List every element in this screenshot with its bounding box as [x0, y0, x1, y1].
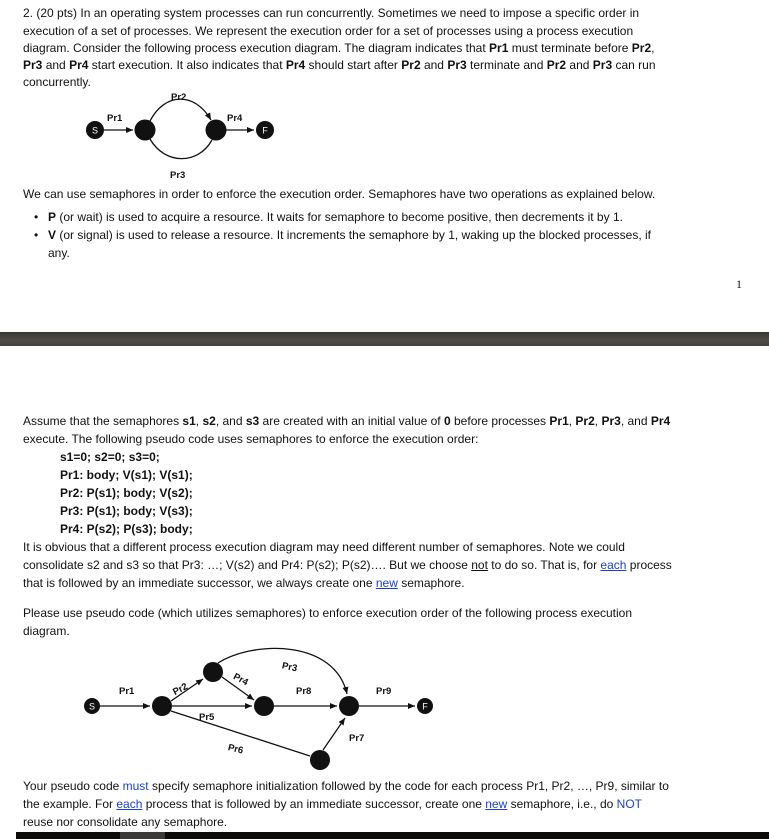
- text-segment: ,: [568, 414, 576, 428]
- text-segment: and: [42, 58, 70, 72]
- text-segment: that is followed by an immediate successor, we always create one: [23, 576, 376, 590]
- bullet-icon: •: [34, 228, 39, 242]
- start-node-label: S: [88, 701, 96, 712]
- text-segment: must terminate before: [508, 41, 632, 55]
- bold-text: Pr4: P(s2); P(s3); body;: [60, 522, 193, 536]
- text-segment: reuse nor consolidate any semaphore.: [23, 815, 228, 829]
- bold-text: Pr3: [592, 58, 613, 72]
- node: [152, 696, 172, 716]
- text-segment: ,: [651, 41, 655, 55]
- text-segment: before processes: [450, 414, 550, 428]
- bold-text: P: [48, 210, 57, 224]
- text-segment: , and: [215, 414, 246, 428]
- text-segment: the example. For: [23, 797, 117, 811]
- finish-node-label: F: [422, 701, 428, 712]
- bold-text: Pr3: P(s1); body; V(s3);: [60, 504, 193, 518]
- node: [135, 120, 156, 141]
- bold-text: Pr2: [401, 58, 421, 72]
- node: [203, 662, 223, 682]
- text-segment: Assume that the semaphores: [23, 414, 183, 428]
- bold-text: s2: [202, 414, 216, 428]
- text-segment: to do so. That is, for: [487, 558, 601, 572]
- bold-text: Pr2: [546, 58, 567, 72]
- bold-text: Pr2: P(s1); body; V(s2);: [60, 486, 193, 500]
- bold-text: Pr2: [575, 414, 595, 428]
- text-segment: semaphore, i.e., do: [507, 797, 617, 811]
- edge-pr3: [150, 139, 212, 159]
- text-segment: (or wait) is used to acquire a resource. It waits for semaphore to become positive, then decrements it by 1.: [56, 210, 623, 224]
- edge-pr7: [323, 718, 345, 750]
- finish-node-label: F: [262, 125, 268, 136]
- label-pr1: Pr1: [107, 113, 123, 124]
- node: [206, 120, 227, 141]
- text-segment: any.: [48, 246, 70, 260]
- bold-text: s1: [182, 414, 196, 428]
- text-segment: terminate and: [466, 58, 547, 72]
- bold-text: Pr1: body; V(s1); V(s1);: [60, 468, 193, 482]
- text-segment: execution of a set of processes. We represent the execution order for a set of processes using a process execution: [23, 24, 634, 38]
- bold-text: s3: [245, 414, 260, 428]
- label-pr4: Pr4: [227, 113, 243, 124]
- bold-text: s1=0; s2=0; s3=0;: [60, 450, 160, 464]
- text-segment: diagram.: [23, 624, 70, 638]
- text-segment: consolidate s2 and s3 so that Pr3: …; V(s2) and Pr4: P(s2); P(s2)…. But we choose: [23, 558, 472, 572]
- text-segment: NOT: [616, 797, 643, 811]
- bold-text: Pr1: [549, 414, 569, 428]
- bold-text: Pr4: [69, 58, 89, 72]
- bold-text: Pr4: [285, 58, 306, 72]
- label-pr7: Pr7: [349, 733, 365, 744]
- text-segment: process that is followed by an immediate successor, create one: [142, 797, 486, 811]
- text-segment: It is obvious that a different process execution diagram may need different number of semaphores. Note we could: [23, 540, 625, 554]
- text-segment: should start after: [305, 58, 402, 72]
- text-segment: can run: [612, 58, 656, 72]
- label-pr3: Pr3: [170, 170, 186, 181]
- text-segment: execute. The following pseudo code uses semaphores to enforce the execution order:: [23, 432, 479, 446]
- text-segment: We can use semaphores in order to enforce the execution order. Semaphores have two operations as explained below.: [23, 187, 656, 201]
- label-pr3: Pr3: [280, 660, 299, 675]
- text-segment: not: [471, 558, 488, 572]
- label-pr9: Pr9: [376, 686, 392, 697]
- text-segment: and: [420, 58, 448, 72]
- diagram-2: [84, 648, 433, 770]
- label-pr8: Pr8: [296, 686, 312, 697]
- text-segment: Your pseudo code: [23, 779, 123, 793]
- text-segment: ,: [594, 414, 602, 428]
- emphasis-link: new: [485, 797, 508, 811]
- text-segment: concurrently.: [23, 75, 91, 89]
- bold-text: Pr3: [601, 414, 621, 428]
- node: [310, 750, 330, 770]
- label-pr1: Pr1: [119, 686, 135, 697]
- text-segment: Please use pseudo code (which utilizes semaphores) to enforce execution order of the following process execution: [23, 606, 633, 620]
- bold-text: Pr3: [23, 58, 43, 72]
- emphasis-link: each: [600, 558, 627, 572]
- diagram-1: [86, 92, 274, 181]
- emphasis-link: new: [375, 576, 398, 590]
- text-segment: 2. (20 pts) In an operating system processes can run concurrently. Sometimes we need to impose a specific order in: [23, 6, 640, 20]
- emphasis-link: each: [116, 797, 143, 811]
- label-pr2: Pr2: [171, 681, 190, 698]
- label-pr2: Pr2: [171, 92, 187, 103]
- text-segment: must: [122, 779, 149, 793]
- bold-text: Pr1: [489, 41, 509, 55]
- label-pr5: Pr5: [199, 712, 215, 723]
- text-segment: (or signal) is used to release a resource. It increments the semaphore by 1, waking up the blocked processes, if: [56, 228, 651, 242]
- page-number: 1: [736, 277, 742, 291]
- text-segment: specify semaphore initialization followed by the code for each process Pr1, Pr2, …, Pr9, similar to: [148, 779, 669, 793]
- bold-text: V: [48, 228, 57, 242]
- node: [254, 696, 274, 716]
- text-segment: process: [626, 558, 672, 572]
- start-node-label: S: [91, 125, 99, 136]
- bold-text: Pr2: [631, 41, 652, 55]
- text-segment: semaphore.: [397, 576, 465, 590]
- bullet-icon: •: [34, 210, 39, 224]
- node: [339, 696, 359, 716]
- text-segment: diagram. Consider the following process execution diagram. The diagram indicates that: [23, 41, 490, 55]
- text-segment: start execution. It also indicates that: [88, 58, 286, 72]
- text-segment: ,: [195, 414, 203, 428]
- text-segment: , and: [620, 414, 651, 428]
- text-segment: are created with an initial value of: [259, 414, 444, 428]
- bold-text: Pr3: [447, 58, 467, 72]
- bold-text: 0: [443, 414, 451, 428]
- text-segment: and: [566, 58, 593, 72]
- label-pr6: Pr6: [226, 742, 245, 757]
- bold-text: Pr4: [650, 414, 671, 428]
- label-pr4: Pr4: [231, 671, 250, 689]
